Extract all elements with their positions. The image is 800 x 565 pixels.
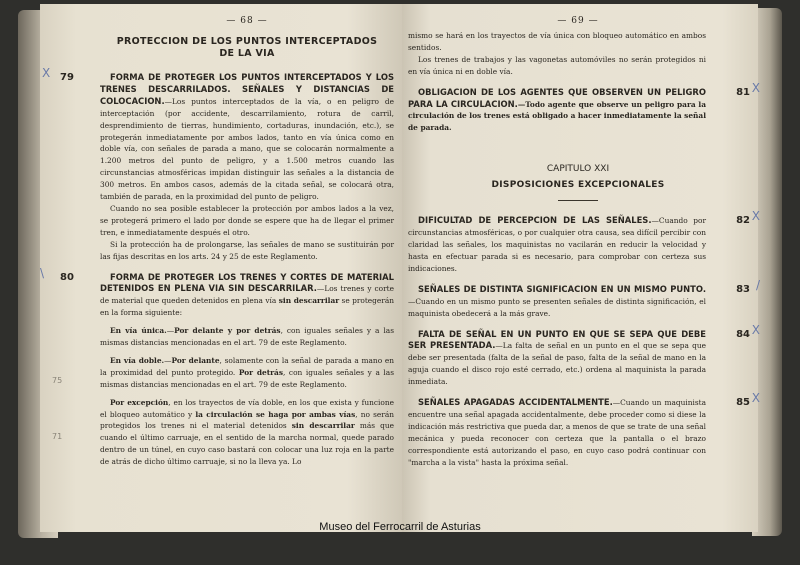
- article-80-intro-bold: sin descarrilar: [278, 296, 340, 306]
- excepcion-text-1: , en los trayectos de vía doble, en los que exista y funcione el bloqueo automático y: [100, 397, 394, 419]
- via-unica-bold: Por delante y por detrás: [174, 326, 281, 336]
- article-79-body: —Los puntos interceptados de la vía, o en peligro de interceptación (por accidente, descarrilamiento, rotura de carril, desprendimiento de tierras, hundimiento, cortaduras, inundación, etc.), se protegerán inmediatamente por ambos lados, tanto en vía única como en doble vía, con señales de parada a mano, que se colocarán normalmente a 1.200 metros del punto de peligro, y a 1.500 metros cuando las circunstancias atmosféricas impidan distinguir las señales a la distancia de 300 metros. En ambos casos, además de la citada señal, se colocará otra, también de parada, en la proximidad del punto de peligro.: [100, 96, 394, 202]
- left-page: [40, 4, 402, 532]
- margin-mark-80: \: [40, 265, 45, 280]
- museum-caption: Museo del Ferrocarril de Asturias: [319, 521, 481, 533]
- section-title-line-2: DE LA VIA: [219, 48, 275, 59]
- margin-mark-79: X: [42, 66, 51, 80]
- article-80-excepcion: [100, 397, 394, 468]
- via-doble-label: En vía doble.: [110, 355, 165, 365]
- article-number-82: 82: [736, 215, 750, 227]
- chapter-divider: [558, 200, 598, 201]
- article-81-body: —Todo agente que observe un peligro para la circulación de los trenes está obligado a hacer inmediatamente la señal de parada.: [408, 99, 707, 133]
- via-doble-bold-2: Por detrás: [238, 367, 283, 377]
- article-79-heading: FORMA DE PROTEGER LOS PUNTOS INTERCEPTADOS Y LOS TRENES DESCARRILADOS. SEÑALES Y DISTANCIAS DE COLOCACION.: [100, 72, 394, 106]
- via-doble-text-2: , con iguales señales y a las mismas distancias mencionadas en el art. 79 de este Reglamento.: [100, 367, 394, 389]
- article-82-body: —Cuando por circunstancias atmosféricas, o por cualquier otra causa, sea difícil percibir con claridad las señales, los maquinistas no vacilarán en reducir la velocidad y hasta en efectuar parada si es necesario, para comprobar con certeza sus indicaciones.: [408, 216, 706, 273]
- page-number-left: — 68 —: [226, 16, 268, 26]
- via-unica-text: , con iguales señales y a las mismas distancias mencionadas en el art. 79 de este Reglamento.: [100, 326, 395, 348]
- excepcion-bold-1: la circulación se haga por ambas vías: [195, 409, 356, 419]
- margin-mark-82: X: [751, 209, 760, 224]
- article-83: [408, 277, 760, 320]
- continuation-para-2: Los trenes de trabajos y las vagonetas automóviles no serán protegidos ni en vía única ni en doble vía.: [408, 54, 706, 76]
- excepcion-text-3: más que cuando el último carruaje, en el sentido de la marcha normal, quede parado dentro de un túnel, en cuyo caso bastará con colocar una luz roja en la parte de atrás de dicho último carruaje, si no la lleva ya. Lo: [100, 421, 394, 467]
- article-80-intro: —Los trenes y corte de material que queden detenidos en plena vía: [100, 284, 394, 306]
- via-doble-dash: —: [164, 355, 172, 365]
- margin-mark-81: X: [751, 80, 760, 95]
- article-79-para-3: Si la protección ha de prolongarse, las señales de mano se sustituirán por las fijas descritas en los arts. 24 y 25 de este Reglamento.: [100, 239, 394, 261]
- article-83-heading: SEÑALES DE DISTINTA SIGNIFICACION EN UN MISMO PUNTO.: [418, 283, 706, 294]
- margin-mark-85: X: [751, 391, 760, 406]
- article-85-heading: SEÑALES APAGADAS ACCIDENTALMENTE.: [418, 397, 613, 408]
- article-number-83: 83: [736, 283, 750, 295]
- article-number-85: 85: [736, 397, 750, 409]
- section-title-line-1: PROTECCION DE LOS PUNTOS INTERCEPTADOS: [116, 36, 378, 47]
- excepcion-bold-2: sin descarrilar: [291, 421, 355, 431]
- excepcion-label: Por excepción: [110, 397, 169, 407]
- article-84-heading: FALTA DE SEÑAL EN UN PUNTO EN QUE SE SEPA QUE DEBE SER PRESENTADA.: [408, 328, 706, 351]
- article-79-para-2: Cuando no sea posible establecer la protección por ambos lados a la vez, se protegerá primero el lado por donde se espere que ha de llegar el primer tren, e inmediatamente después el otro.: [100, 203, 394, 237]
- article-84: [408, 322, 760, 389]
- via-doble-text-1: , solamente con la señal de parada a mano en la proximidad del punto protegido.: [100, 355, 394, 377]
- article-82: [408, 209, 760, 275]
- chapter-title: DISPOSICIONES EXCEPCIONALES: [491, 180, 665, 191]
- article-80-via-doble: [100, 355, 394, 391]
- chapter-number: CAPITULO XXI: [546, 164, 610, 175]
- margin-mark-83: /: [755, 277, 760, 292]
- article-number-79: 79: [60, 72, 74, 83]
- excepcion-text-2: , no serán protegidos los trenes ni el material detenidos: [100, 409, 394, 431]
- article-84-body: —La falta de señal en un punto en el que se sepa que debe ser presentada (falta de la señal de paso, falta de la señal de mano en la aguja cuando el disco rojo esté cerrado, etc.) ordena al maquinista la parada inmediata.: [408, 341, 706, 387]
- article-number-81: 81: [736, 86, 750, 98]
- article-80-via-unica: [100, 325, 394, 349]
- section-title: [100, 36, 394, 60]
- article-80-intro-end: se protegerán en la forma siguiente:: [100, 296, 394, 318]
- side-mark-b: 71: [52, 432, 63, 441]
- article-number-84: 84: [736, 328, 750, 340]
- article-80-heading: FORMA DE PROTEGER LOS TRENES Y CORTES DE MATERIAL DETENIDOS EN PLENA VIA SIN DESCARRILAR.: [100, 271, 394, 294]
- via-unica-label: En vía única.: [110, 326, 167, 336]
- continuation-para-1: mismo se hará en los trayectos de vía única con bloqueo automático en ambos sentidos.: [408, 31, 706, 52]
- margin-mark-84: X: [751, 322, 760, 337]
- side-mark-a: 75: [52, 376, 63, 385]
- article-85-body: —Cuando un maquinista encuentre una señal apagada accidentalmente, debe proceder como si diese la indicación más restrictiva que pueda dar, a menos de que se trate de una señal mecánica y pueda reconocer con certeza que la pantalla o el brazo correspondiente está autorizando el paso, en cuyo caso podrá continuar con "marcha a la vista" hasta la próxima señal.: [408, 398, 707, 467]
- article-81-heading: OBLIGACION DE LOS AGENTES QUE OBSERVEN UN PELIGRO PARA LA CIRCULACION.: [408, 86, 706, 109]
- article-79: [42, 66, 394, 263]
- article-82-heading: DIFICULTAD DE PERCEPCION DE LAS SEÑALES.: [418, 215, 652, 226]
- continuation-text: [408, 30, 748, 78]
- article-85: [408, 391, 760, 468]
- via-unica-dash: —: [166, 326, 175, 336]
- article-number-80: 80: [60, 271, 74, 283]
- article-83-body: —Cuando en un mismo punto se presenten señales de distinta significación, el maquinista obedecerá a la más grave.: [408, 296, 706, 318]
- right-page: [402, 4, 758, 532]
- via-doble-bold-1: Por delante: [171, 355, 220, 365]
- page-number-right: — 69 —: [557, 16, 599, 26]
- article-81: [408, 80, 760, 135]
